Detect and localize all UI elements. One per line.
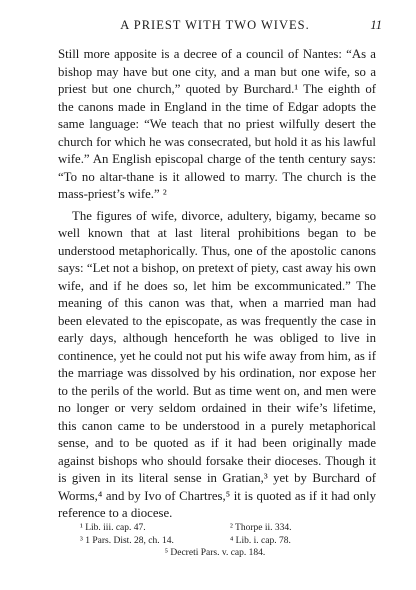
footnote: ² Thorpe ii. 334. [230, 523, 292, 533]
page-header [60, 18, 382, 36]
footnotes [80, 522, 380, 560]
footnote: ¹ Lib. iii. cap. 47. [80, 523, 146, 533]
paragraph: The figures of wife, divorce, adultery, bigamy, became so well known that at last literal prohibitions began to be understood metaphorically. Thus, one of the apostolic canons says: “Let not a bishop, on pretext of piety, cast away his own wife, and if he does so, let him be excommunicated.” The meaning of this canon was that, when a married man had been elevated to the episcopate, as was frequently the case in early days, although henceforth he was obliged to live in continence, yet he could not put his wife away from him, as if the marriage was dissolved by his ordination, nor expose her to the perils of the world. But as time went on, and men were no longer or very seldom ordained in their wife’s lifetime, this canon came to be understood in a purely metaphorical sense, and to be quoted as if it had been originally made against bishops who should forsake their dioceses. Though it is given in its literal sense in Gratian,³ yet by Burchard of Worms,⁴ and by Ivo of Chartres,⁵ it is quoted as if it had only reference to a diocese. [58, 208, 376, 520]
running-title: A PRIEST WITH TWO WIVES. [120, 18, 310, 32]
footnote: ⁴ Lib. i. cap. 78. [230, 535, 291, 546]
page-number: 11 [370, 18, 382, 32]
paragraph: Still more apposite is a decree of a council of Nantes: “As a bishop may have but one city, and a man but one wife, so a priest but one church,” quoted by Burchard.¹ The eighth of the canons made in England in the time of Edgar adopts the same language: “We teach that no priest wilfully desert the church for which he was consecrated, but hold it as his lawful wife.” An English episcopal charge of the tenth century says: “To no altar-thane is it allowed to marry. The church is the mass-priest’s wife.” ² [58, 47, 376, 201]
footnote-row [80, 535, 380, 548]
footnote-row [80, 522, 380, 535]
footnote: ⁵ Decreti Pars. v. cap. 184. [164, 548, 266, 558]
body-text [58, 46, 376, 523]
footnote: ³ 1 Pars. Dist. 28, ch. 14. [80, 535, 174, 546]
